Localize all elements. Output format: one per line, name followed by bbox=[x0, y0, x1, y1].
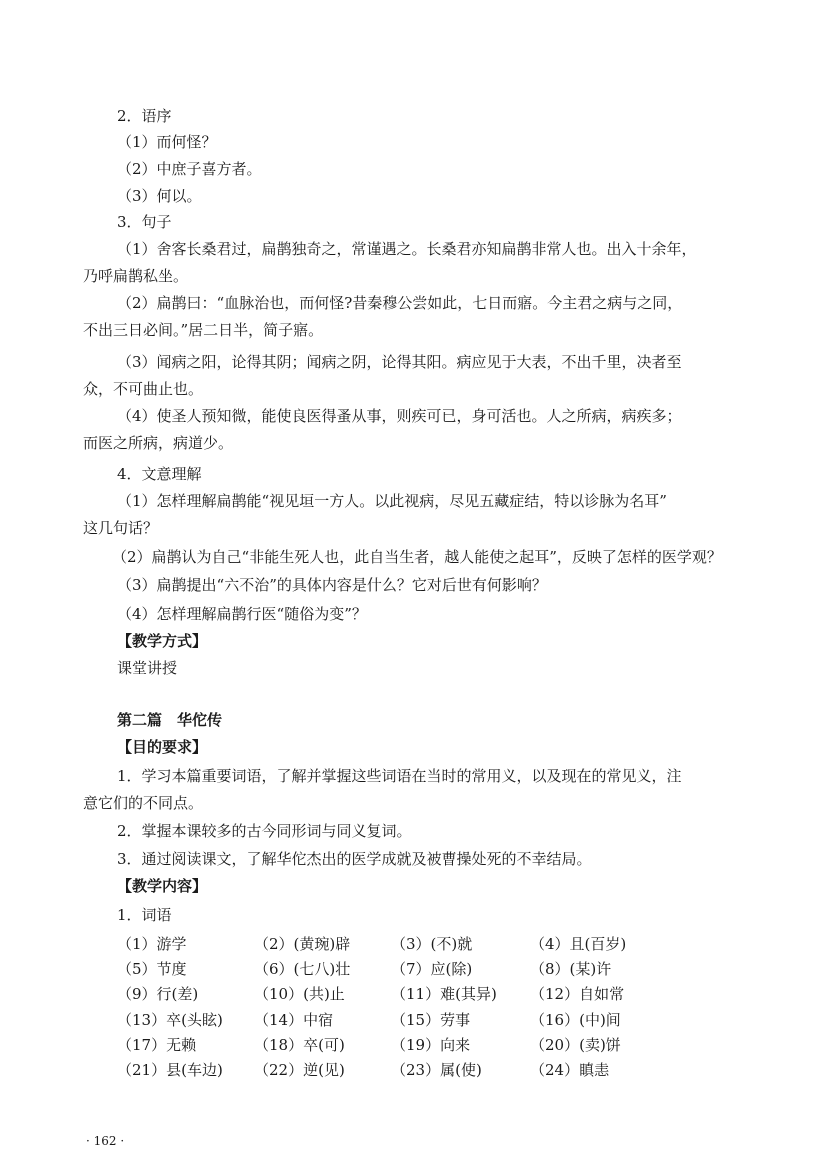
vocab-item: （1）游学 bbox=[117, 935, 187, 953]
goal-3: 3．通过阅读课文，了解华佗杰出的医学成就及被曹操处死的不幸结局。 bbox=[117, 850, 592, 868]
teaching-method-heading: 【教学方式】 bbox=[117, 632, 208, 650]
sec4-q3: （3）扁鹊提出“六不治”的具体内容是什么？它对后世有何影响？ bbox=[117, 576, 547, 594]
vocab-item: （24）瞋恚 bbox=[530, 1061, 610, 1079]
teaching-method-text: 课堂讲授 bbox=[117, 659, 178, 677]
vocab-item: （21）县(车边) bbox=[117, 1061, 223, 1079]
vocab-item: （18）卒(可) bbox=[254, 1036, 345, 1054]
sec3-p3-line2: 众，不可曲止也。 bbox=[83, 380, 204, 398]
vocab-item: （17）无赖 bbox=[117, 1036, 197, 1054]
vocab-item: （10）(共)止 bbox=[254, 985, 345, 1003]
goals-heading: 【目的要求】 bbox=[117, 738, 208, 756]
goal-2: 2．掌握本课较多的古今同形词与同义复词。 bbox=[117, 822, 412, 840]
vocab-item: （16）(中)间 bbox=[530, 1011, 621, 1029]
vocab-item: （12）自如常 bbox=[530, 985, 625, 1003]
sec2-item-2: （2）中庶子喜方者。 bbox=[117, 160, 262, 178]
sec2-item-1: （1）而何怪？ bbox=[117, 133, 217, 151]
vocab-item: （22）逆(见) bbox=[254, 1061, 345, 1079]
vocab-item: （20）(卖)饼 bbox=[530, 1036, 621, 1054]
sec4-q4: （4）怎样理解扁鹊行医“随俗为变”？ bbox=[117, 605, 367, 623]
sec3-p2-line1: （2）扁鹊曰：“血脉治也，而何怪?昔秦穆公尝如此，七日而寤。今主君之病与之同， bbox=[117, 294, 683, 312]
vocab-item: （11）难(其异) bbox=[391, 985, 497, 1003]
goal-1-line1: 1．学习本篇重要词语，了解并掌握这些词语在当时的常用义，以及现在的常见义，注 bbox=[117, 767, 682, 785]
vocab-item: （15）劳事 bbox=[391, 1011, 471, 1029]
vocab-item: （4）且(百岁) bbox=[530, 935, 627, 953]
chapter-title: 第二篇 华佗传 bbox=[117, 711, 223, 729]
sec3-p1-line2: 乃呼扁鹊私坐。 bbox=[83, 267, 189, 285]
vocab-item: （9）行(差) bbox=[117, 985, 199, 1003]
sec3-p1-line1: （1）舍客长桑君过，扁鹊独奇之，常谨遇之。长桑君亦知扁鹊非常人也。出入十余年， bbox=[117, 240, 697, 258]
section-3-title: 3．句子 bbox=[117, 213, 172, 231]
vocab-item: （13）卒(头眩) bbox=[117, 1011, 223, 1029]
vocab-item: （3）(不)就 bbox=[391, 935, 473, 953]
sec2-item-3: （3）何以。 bbox=[117, 187, 202, 205]
vocab-item: （5）节度 bbox=[117, 960, 187, 978]
sec4-q2: （2）扁鹊认为自己“非能生死人也，此自当生者，越人能使之起耳”，反映了怎样的医学观？ bbox=[112, 548, 722, 566]
page-number: · 162 · bbox=[86, 1134, 125, 1148]
vocab-item: （8）(某)许 bbox=[530, 960, 612, 978]
sec3-p4-line1: （4）使圣人预知微，能使良医得蚤从事，则疾可已，身可活也。人之所病，病疾多； bbox=[117, 407, 682, 425]
vocab-item: （19）向来 bbox=[391, 1036, 471, 1054]
section-4-title: 4．文意理解 bbox=[117, 465, 202, 483]
sec3-p4-line2: 而医之所病，病道少。 bbox=[83, 434, 234, 452]
vocab-item: （6）(七八)壮 bbox=[254, 960, 351, 978]
sec4-q1-line1: （1）怎样理解扁鹊能“视见垣一方人。以此视病，尽见五藏症结，特以诊脉为名耳” bbox=[117, 492, 667, 510]
content-heading: 【教学内容】 bbox=[117, 877, 208, 895]
sec4-q1-line2: 这几句话？ bbox=[83, 519, 159, 537]
vocab-item: （7）应(除) bbox=[391, 960, 473, 978]
section-2-title: 2．语序 bbox=[117, 107, 172, 125]
goal-1-line2: 意它们的不同点。 bbox=[83, 794, 204, 812]
vocab-item: （14）中宿 bbox=[254, 1011, 334, 1029]
sec3-p2-line2: 不出三日必间。”居二日半，简子寤。 bbox=[83, 321, 324, 339]
sec3-p3-line1: （3）闻病之阳，论得其阴；闻病之阴，论得其阳。病应见于大表，不出千里，决者至 bbox=[117, 353, 682, 371]
vocab-title: 1．词语 bbox=[117, 906, 172, 924]
vocab-item: （23）属(使) bbox=[391, 1061, 482, 1079]
vocab-item: （2）(黄琬)辟 bbox=[254, 935, 351, 953]
